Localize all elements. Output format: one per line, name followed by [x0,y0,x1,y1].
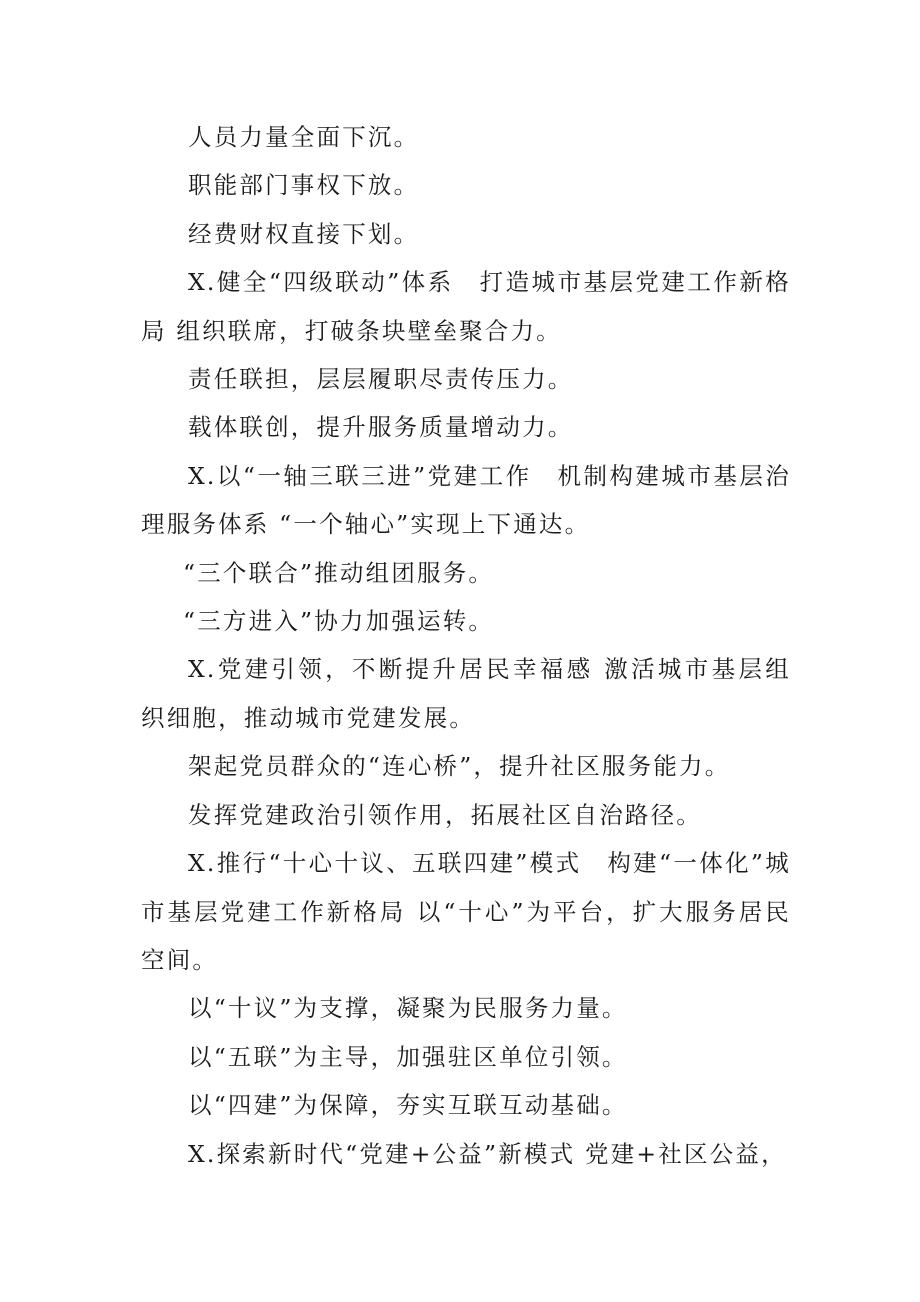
paragraph: 架起党员群众的“连心桥”，提升社区服务能力。 [188,752,731,781]
section-heading-paragraph: X.健全“四级联动”体系 打造城市基层党建工作新格局 组织联席，打破条块壁垒聚合力。 [141,268,791,345]
section-heading-paragraph: X.推行“十心十议、五联四建”模式 构建“一体化”城市基层党建工作新格局 以“十心”为平台，扩大服务居民空间。 [141,849,791,974]
paragraph: “三个联合”推动组团服务。 [183,558,495,587]
section-heading-paragraph: X.探索新时代“党建+公益”新模式 党建+社区公益， [188,1139,787,1168]
paragraph: 职能部门事权下放。 [188,171,420,200]
section-heading-paragraph: X.以“一轴三联三进”党建工作 机制构建城市基层治理服务体系 “一个轴心”实现上下通达。 [141,461,791,539]
paragraph: 载体联创，提升服务质量增动力。 [188,413,574,442]
document-body [141,113,791,1178]
paragraph: 以“五联”为主导，加强驻区单位引领。 [188,1042,628,1071]
paragraph: “三方进入”协力加强运转。 [183,607,495,636]
paragraph: 责任联担，层层履职尽责传压力。 [188,365,574,394]
section-heading-paragraph: X.党建引领，不断提升居民幸福感 激活城市基层组织细胞，推动城市党建发展。 [141,655,791,732]
paragraph: 发挥党建政治引领作用，拓展社区自治路径。 [188,800,702,829]
paragraph: 经费财权直接下划。 [188,219,420,248]
paragraph: 以“四建”为保障，夯实互联互动基础。 [188,1091,628,1120]
paragraph: 以“十议”为支撑，凝聚为民服务力量。 [188,994,628,1023]
paragraph: 人员力量全面下沉。 [188,123,420,151]
